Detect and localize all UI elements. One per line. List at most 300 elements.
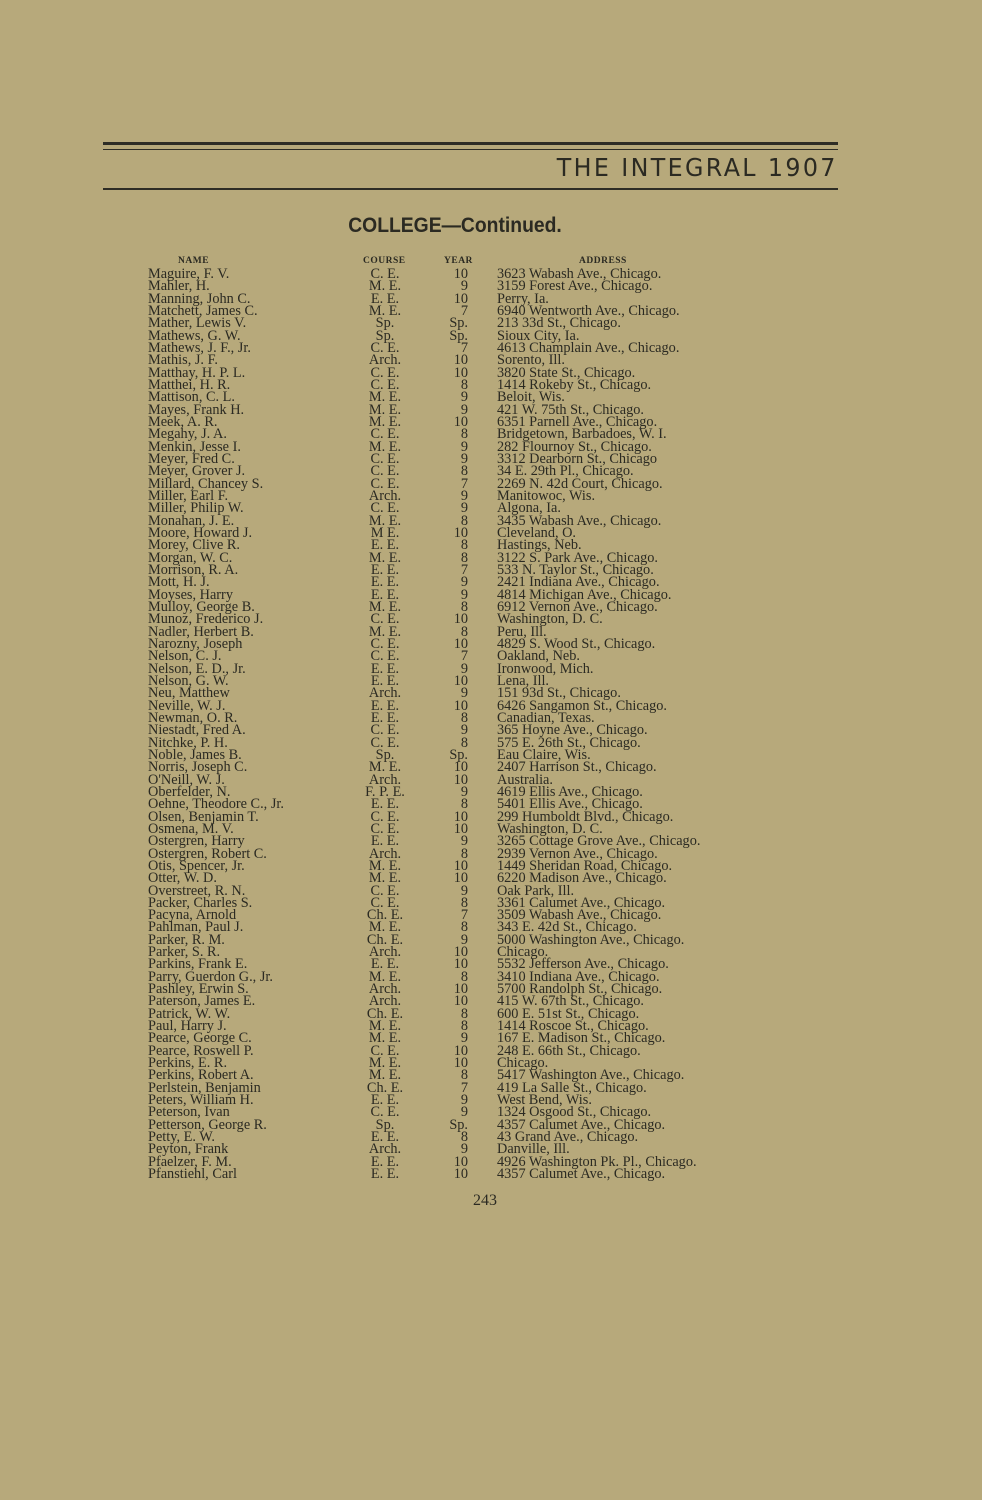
student-name: Otter, W. D. [148,870,217,887]
address: Oakland, Neb. [497,648,580,665]
student-name: Mathews, G. W. [148,327,241,344]
student-name: Nadler, Herbert B. [148,623,254,640]
address: 1414 Rokeby St., Chicago. [497,376,652,393]
year: 9 [460,783,468,800]
course: E. E. [370,697,400,714]
course: C. E. [370,500,400,517]
course: Arch. [368,771,402,788]
course: M. E. [368,278,402,295]
address: 4357 Calumet Ave., Chicago. [497,1166,666,1183]
student-name: Petty, E. W. [148,1129,215,1146]
student-name: Mahler, H. [148,278,210,295]
student-name: Oehne, Theodore C., Jr. [148,796,284,813]
student-name: Pashley, Erwin S. [148,981,249,998]
year: 8 [460,1129,468,1146]
student-name: Peters, William H. [148,1092,254,1109]
year: 9 [460,487,468,504]
course: E. E. [370,574,400,591]
year: 10 [453,413,468,430]
student-name: Niestadt, Fred A. [148,722,246,739]
year: 9 [460,500,468,517]
course: Sp. [375,315,395,332]
student-name: Matthay, H. P. L. [148,364,246,381]
course: M. E. [368,438,402,455]
year: 8 [460,1067,468,1084]
year: 9 [460,931,468,948]
address: Algona, Ia. [497,500,561,517]
course: Arch. [368,944,402,961]
student-name: Perlstein, Benjamin [148,1079,261,1096]
student-name: Parkins, Frank E. [148,956,248,973]
student-name: Millard, Chancey S. [148,475,264,492]
course: E. E. [370,1092,400,1109]
address: 4357 Calumet Ave., Chicago. [497,1116,666,1133]
year: 9 [460,833,468,850]
address: 6940 Wentworth Ave., Chicago. [497,302,680,319]
address: Oak Park, Ill. [497,882,575,899]
student-name: Mayes, Frank H. [148,401,245,418]
year: 10 [453,870,468,887]
course: E. E. [370,561,400,578]
student-name: Meyer, Fred C. [148,450,235,467]
student-name: Nelson, C. J. [148,648,222,665]
course: E. E. [370,537,400,554]
student-name: Newman, O. R. [148,709,238,726]
year: 7 [460,339,468,356]
year: 7 [460,648,468,665]
student-name: Matchett, James C. [148,302,258,319]
course: C. E. [370,339,400,356]
course: C. E. [370,635,400,652]
year: Sp. [449,315,468,332]
student-name: Ostergren, Harry [148,833,245,850]
course: Ch. E. [366,1005,404,1022]
year: 9 [460,660,468,677]
section-title: COLLEGE—Continued. [348,214,562,237]
course: Sp. [375,327,395,344]
year: 8 [460,376,468,393]
year: 7 [460,561,468,578]
course: C. E. [370,364,400,381]
student-name: Neville, W. J. [148,697,226,714]
year: 10 [453,993,468,1010]
year: 10 [453,635,468,652]
header-rule-thin [103,149,838,150]
course: M. E. [368,1067,402,1084]
address: Perry, Ia. [497,290,549,307]
course: Arch. [368,352,402,369]
year: 8 [460,968,468,985]
student-name: Parker, R. M. [148,931,225,948]
student-name: Peyton, Frank [148,1141,229,1158]
year: Sp. [449,327,468,344]
course: M. E. [368,401,402,418]
course: Arch. [368,845,402,862]
address: 575 E. 26th St., Chicago. [497,734,641,751]
address: 1324 Osgood St., Chicago. [497,1104,652,1121]
year: 9 [460,401,468,418]
address: 6426 Sangamon St., Chicago. [497,697,667,714]
address: Eau Claire, Wis. [497,746,591,763]
address: 5700 Randolph St., Chicago. [497,981,663,998]
year: 9 [460,1104,468,1121]
course: M. E. [368,549,402,566]
course: C. E. [370,734,400,751]
course: M. E. [368,870,402,887]
course: E. E. [370,1153,400,1170]
address: 299 Humboldt Blvd., Chicago. [497,808,674,825]
student-name: Mattison, C. L. [148,389,235,406]
address: Sorento, Ill. [497,352,565,369]
course: C. E. [370,1104,400,1121]
course: E. E. [370,833,400,850]
year: 10 [453,290,468,307]
year: Sp. [449,746,468,763]
address: 600 E. 51st St., Chicago. [497,1005,640,1022]
student-name: Olsen, Benjamin T. [148,808,259,825]
year: 8 [460,426,468,443]
address: 43 Grand Ave., Chicago. [497,1129,639,1146]
student-name: Nelson, E. D., Jr. [148,660,246,677]
year: 8 [460,512,468,529]
address: 2939 Vernon Ave., Chicago. [497,845,658,862]
year: 9 [460,586,468,603]
student-name: Matthei, H. R. [148,376,231,393]
student-name: Manning, John C. [148,290,251,307]
address: 4613 Champlain Ave., Chicago. [497,339,680,356]
year: 10 [453,808,468,825]
address: 5417 Washington Ave., Chicago. [497,1067,685,1084]
course: C. E. [370,611,400,628]
course: C. E. [370,475,400,492]
year: 10 [453,672,468,689]
course: Sp. [375,746,395,763]
column-header-name: NAME [178,256,210,266]
student-name: Perkins, Robert A. [148,1067,254,1084]
address: 34 E. 29th Pl., Chicago. [497,463,634,480]
year: 8 [460,1018,468,1035]
address: 4814 Michigan Ave., Chicago. [497,586,672,603]
year: 9 [460,685,468,702]
student-name: Morgan, W. C. [148,549,233,566]
year: 8 [460,919,468,936]
running-title: THE INTEGRAL 1907 [556,153,838,182]
course: M. E. [368,598,402,615]
course: C. E. [370,426,400,443]
student-name: Patrick, W. W. [148,1005,231,1022]
course: C. E. [370,450,400,467]
course: E. E. [370,796,400,813]
student-name: Parry, Guerdon G., Jr. [148,968,273,985]
course: M. E. [368,759,402,776]
year: 10 [453,364,468,381]
course: C. E. [370,648,400,665]
student-name: Miller, Philip W. [148,500,244,517]
student-name: Peterson, Ivan [148,1104,230,1121]
student-name: Pahlman, Paul J. [148,919,244,936]
address: 2407 Harrison St., Chicago. [497,759,657,776]
column-header-address: ADDRESS [579,256,627,266]
address: 1449 Sheridan Road, Chicago. [497,857,673,874]
page-number: 243 [473,1192,497,1209]
column-header-year: YEAR [444,256,473,266]
course: M. E. [368,1030,402,1047]
year: 9 [460,1092,468,1109]
year: Sp. [449,1116,468,1133]
student-name: Mather, Lewis V. [148,315,247,332]
year: 9 [460,882,468,899]
course: M. E. [368,968,402,985]
course: E. E. [370,672,400,689]
student-name: Mulloy, George B. [148,598,255,615]
course: M. E. [368,623,402,640]
student-name: Otis, Spencer, Jr. [148,857,245,874]
address: Beloit, Wis. [497,389,565,406]
year: 8 [460,598,468,615]
course: E. E. [370,1129,400,1146]
address: 4926 Washington Pk. Pl., Chicago. [497,1153,697,1170]
address: Chicago. [497,1055,549,1072]
address: 3623 Wabash Ave., Chicago. [497,266,662,282]
course: Ch. E. [366,931,404,948]
course: E. E. [370,660,400,677]
student-name: Packer, Charles S. [148,894,253,911]
address: 3361 Calumet Ave., Chicago. [497,894,666,911]
address: Manitowoc, Wis. [497,487,596,504]
course: Arch. [368,1141,402,1158]
address: 6912 Vernon Ave., Chicago. [497,598,658,615]
address: Washington, D. C. [497,611,603,628]
year: 10 [453,1153,468,1170]
address: Bridgetown, Barbadoes, W. I. [497,426,667,443]
address: 419 La Salle St., Chicago. [497,1079,647,1096]
address: 5401 Ellis Ave., Chicago. [497,796,643,813]
student-name: Pfanstiehl, Carl [148,1166,237,1183]
address: 365 Hoyne Ave., Chicago. [497,722,648,739]
course: E. E. [370,709,400,726]
student-name: Pfaelzer, F. M. [148,1153,232,1170]
student-name: Nelson, G. W. [148,672,229,689]
course: C. E. [370,820,400,837]
student-name: Noble, James B. [148,746,242,763]
address: Washington, D. C. [497,820,603,837]
course: M. E. [368,1018,402,1035]
year: 9 [460,1141,468,1158]
year: 8 [460,463,468,480]
student-name: Norris, Joseph C. [148,759,248,776]
address: Peru, Ill. [497,623,547,640]
address: 3265 Cottage Grove Ave., Chicago. [497,833,701,850]
year: 9 [460,278,468,295]
course: M E. [370,524,400,541]
header-rule-thick [103,142,838,145]
address: 421 W. 75th St., Chicago. [497,401,644,418]
course: F. P. E. [365,783,405,800]
year: 8 [460,537,468,554]
student-name: Petterson, George R. [148,1116,267,1133]
course: M. E. [368,413,402,430]
address: 2421 Indiana Ave., Chicago. [497,574,660,591]
student-name: Monahan, J. E. [148,512,235,529]
year: 10 [453,1042,468,1059]
address: Danville, Ill. [497,1141,570,1158]
student-name: Paterson, James E. [148,993,256,1010]
student-name: O'Neill, W. J. [148,771,225,788]
address: 282 Flournoy St., Chicago. [497,438,652,455]
student-name: Meek, A. R. [148,413,218,430]
student-name: Moyses, Harry [148,586,233,603]
year: 10 [453,857,468,874]
student-name: Megahy, J. A. [148,426,227,443]
course: Ch. E. [366,907,404,924]
address: Sioux City, Ia. [497,327,580,344]
year: 10 [453,611,468,628]
year: 9 [460,389,468,406]
course: M. E. [368,1055,402,1072]
year: 10 [453,266,468,282]
address: 213 33d St., Chicago. [497,315,621,332]
year: 10 [453,981,468,998]
address: 533 N. Taylor St., Chicago. [497,561,654,578]
year: 8 [460,796,468,813]
course: C. E. [370,376,400,393]
address: 5000 Washington Ave., Chicago. [497,931,685,948]
address: Cleveland, O. [497,524,577,541]
course: C. E. [370,463,400,480]
student-name: Meyer, Grover J. [148,463,246,480]
year: 7 [460,475,468,492]
address: 415 W. 67th St., Chicago. [497,993,644,1010]
course: C. E. [370,722,400,739]
year: 9 [460,1030,468,1047]
address: 6220 Madison Ave., Chicago. [497,870,667,887]
year: 10 [453,697,468,714]
address: 3509 Wabash Ave., Chicago. [497,907,662,924]
year: 9 [460,438,468,455]
address: 6351 Parnell Ave., Chicago. [497,413,658,430]
course: C. E. [370,266,400,282]
student-name: Parker, S. R. [148,944,221,961]
student-name: Perkins, E. R. [148,1055,228,1072]
year: 7 [460,907,468,924]
course: Arch. [368,487,402,504]
year: 10 [453,759,468,776]
student-name: Pearce, George C. [148,1030,252,1047]
address: 4829 S. Wood St., Chicago. [497,635,656,652]
course: Ch. E. [366,1079,404,1096]
student-name: Morey, Clive R. [148,537,240,554]
student-name: Morrison, R. A. [148,561,239,578]
course: Arch. [368,981,402,998]
student-name: Osmena, M. V. [148,820,234,837]
course: Arch. [368,993,402,1010]
address: Australia. [497,771,553,788]
address: 167 E. Madison St., Chicago. [497,1030,666,1047]
year: 9 [460,574,468,591]
student-name: Paul, Harry J. [148,1018,227,1035]
student-name: Neu, Matthew [148,685,230,702]
year: 10 [453,944,468,961]
student-name: Menkin, Jesse I. [148,438,241,455]
student-name: Overstreet, R. N. [148,882,246,899]
student-name: Pearce, Roswell P. [148,1042,254,1059]
year: 8 [460,549,468,566]
course: M. E. [368,302,402,319]
student-name: Ostergren, Robert C. [148,845,267,862]
student-name: Narozny, Joseph [148,635,243,652]
year: 10 [453,1166,468,1183]
course: C. E. [370,882,400,899]
student-name: Munoz, Frederico J. [148,611,264,628]
course: E. E. [370,1166,400,1183]
course: E. E. [370,956,400,973]
student-name: Oberfelder, N. [148,783,231,800]
address: Hastings, Neb. [497,537,582,554]
year: 7 [460,1079,468,1096]
address: 343 E. 42d St., Chicago. [497,919,637,936]
year: 9 [460,450,468,467]
address: 3159 Forest Ave., Chicago. [497,278,653,295]
year: 10 [453,524,468,541]
address: 3122 S. Park Ave., Chicago. [497,549,658,566]
header-rule-bottom [103,188,838,190]
year: 10 [453,771,468,788]
course: C. E. [370,808,400,825]
year: 10 [453,820,468,837]
course: E. E. [370,586,400,603]
course: M. E. [368,512,402,529]
year: 10 [453,1055,468,1072]
year: 8 [460,709,468,726]
address: 5532 Jefferson Ave., Chicago. [497,956,669,973]
column-header-course: COURSE [363,256,406,266]
year: 10 [453,352,468,369]
year: 8 [460,1005,468,1022]
address: 248 E. 66th St., Chicago. [497,1042,641,1059]
course: M. E. [368,919,402,936]
year: 8 [460,734,468,751]
course: M. E. [368,389,402,406]
address: 2269 N. 42d Court, Chicago. [497,475,663,492]
year: 10 [453,956,468,973]
course: C. E. [370,894,400,911]
course: Sp. [375,1116,395,1133]
address: 3435 Wabash Ave., Chicago. [497,512,662,529]
address: 1414 Roscoe St., Chicago. [497,1018,649,1035]
table-row [0,1166,982,1183]
address: Ironwood, Mich. [497,660,594,677]
student-name: Mathews, J. F., Jr. [148,339,251,356]
address: Chicago. [497,944,549,961]
student-name: Moore, Howard J. [148,524,253,541]
student-name: Nitchke, P. H. [148,734,228,751]
address: Lena, Ill. [497,672,550,689]
address: West Bend, Wis. [497,1092,592,1109]
address: 4619 Ellis Ave., Chicago. [497,783,643,800]
student-name: Mathis, J. F. [148,352,218,369]
course: E. E. [370,290,400,307]
student-name: Pacyna, Arnold [148,907,237,924]
address: 3820 State St., Chicago. [497,364,636,381]
student-name: Mott, H. J. [148,574,210,591]
year: 7 [460,302,468,319]
year: 8 [460,894,468,911]
address: 151 93d St., Chicago. [497,685,621,702]
address: Canadian, Texas. [497,709,595,726]
course: Arch. [368,685,402,702]
student-name: Miller, Earl F. [148,487,229,504]
student-name: Maguire, F. V. [148,266,230,282]
